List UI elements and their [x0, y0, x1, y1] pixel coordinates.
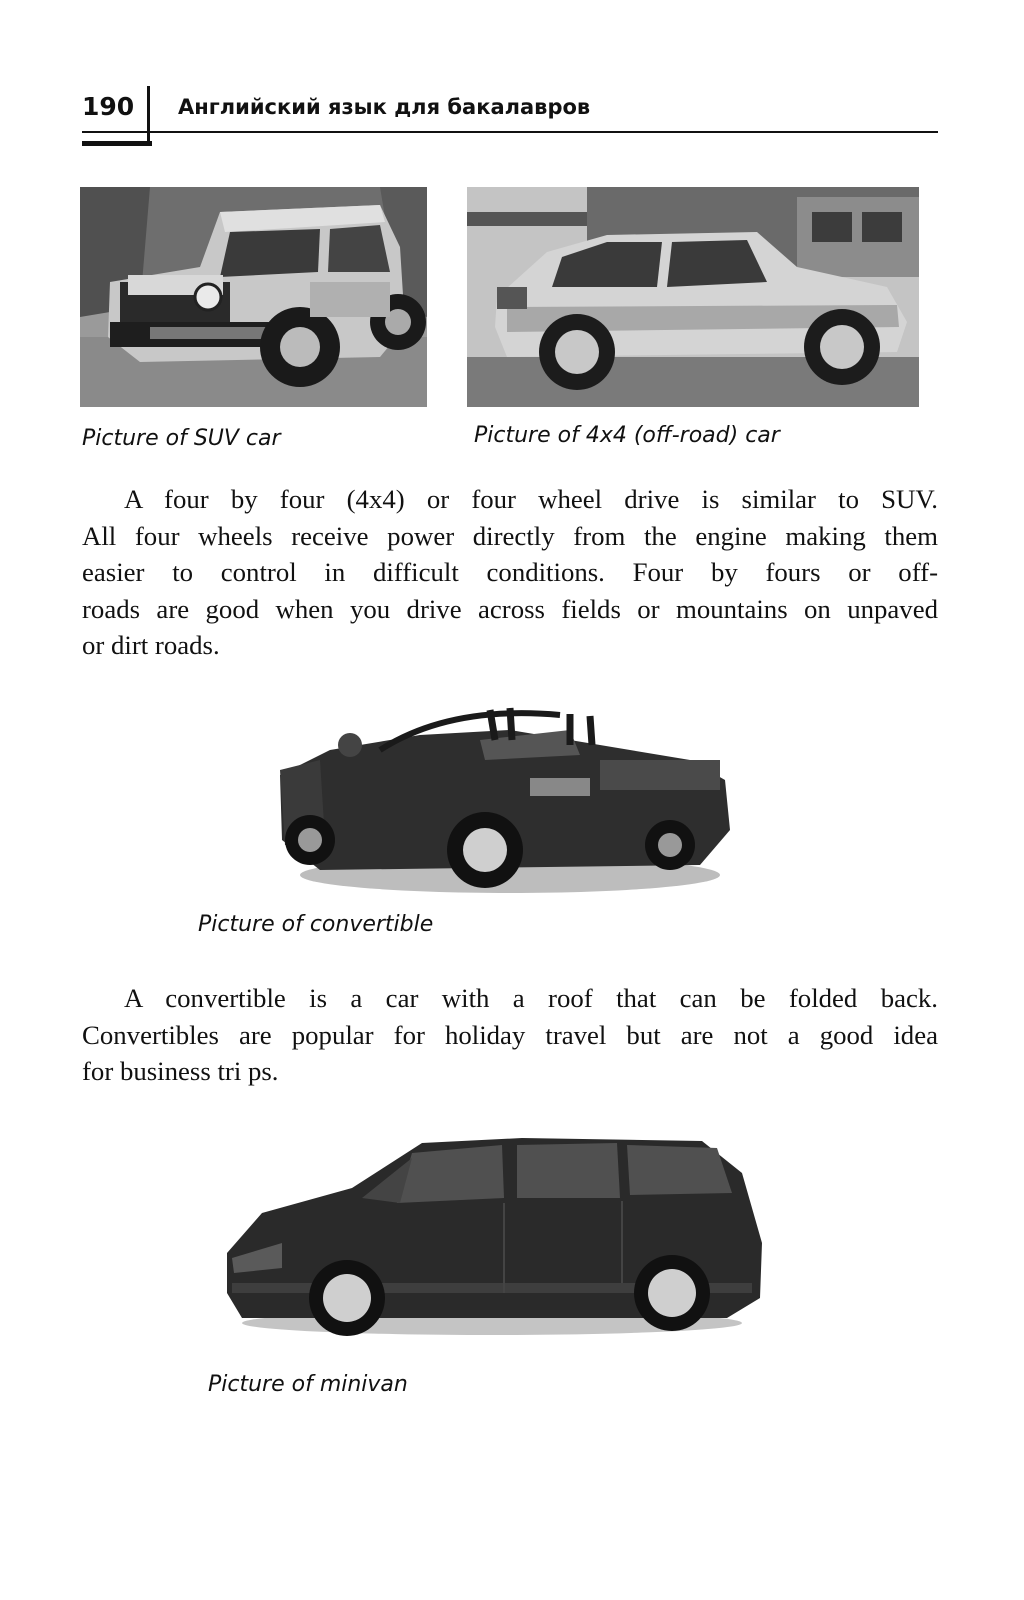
paragraph-line: Convertibles are popular for holiday travel but are not a good idea — [82, 1019, 938, 1050]
convertible-caption: Picture of convertible — [198, 912, 434, 937]
running-header — [82, 86, 938, 136]
paragraph-line: roads are good when you drive across fields or mountains on unpaved — [82, 593, 938, 624]
minivan-photo — [222, 1133, 764, 1338]
offroad-caption: Picture of 4x4 (off-road) car — [474, 423, 780, 448]
running-title: Английский язык для бакалавров — [178, 95, 591, 119]
paragraph-convertible — [82, 980, 938, 1090]
header-rule — [82, 131, 938, 133]
offroad-photo — [467, 187, 919, 407]
page-number-underline — [82, 141, 152, 146]
paragraph-line: or dirt roads. — [82, 630, 220, 661]
suv-caption: Picture of SUV car — [82, 426, 281, 451]
paragraph-line: easier to control in difficult conditions. Four by fours or off- — [82, 557, 938, 588]
paragraph-line: A convertible is a car with a roof that can be folded back. — [124, 983, 938, 1013]
paragraph-4x4 — [82, 481, 938, 664]
paragraph-line: for business tri ps. — [82, 1056, 279, 1087]
minivan-caption: Picture of minivan — [208, 1372, 408, 1397]
paragraph-line: A four by four (4x4) or four wheel drive is similar to SUV. — [124, 484, 938, 514]
header-divider — [147, 86, 150, 143]
paragraph-line: All four wheels receive power directly from the engine making them — [82, 520, 938, 551]
suv-photo — [80, 187, 427, 407]
page-number: 190 — [82, 92, 135, 121]
convertible-photo — [270, 700, 735, 900]
